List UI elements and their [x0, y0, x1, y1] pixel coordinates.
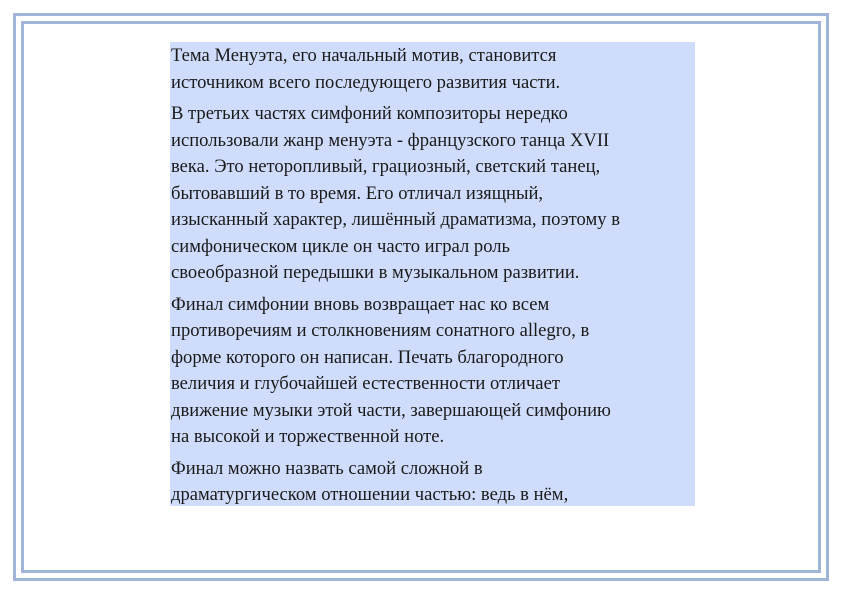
text-line: величия и глубочайшей естественности отличает — [171, 373, 560, 394]
text-line: на высокой и торжественной ноте. — [171, 426, 445, 447]
text-line: своеобразной передышки в музыкальном развитии. — [171, 262, 580, 283]
text-line: изысканный характер, лишённый драматизма, поэтому в — [171, 209, 620, 230]
paragraph-minuet-genre — [171, 101, 695, 287]
text-line: драматургическом отношении частью: ведь в нём, — [171, 484, 569, 505]
text-line: Финал симфонии вновь возвращает нас ко всем — [171, 293, 550, 315]
paragraph-finale — [171, 292, 695, 451]
text-line: Тема Менуэта, его начальный мотив, становится — [171, 45, 557, 66]
text-line: движение музыки этой части, завершающей симфонию — [171, 399, 611, 421]
text-line: В третьих частях симфоний композиторы нередко — [171, 103, 568, 124]
text-line: симфоническом цикле он часто играл роль — [171, 235, 510, 257]
text-line: века. Это неторопливый, грациозный, светский танец, — [171, 156, 601, 177]
text-line: Финал можно назвать самой сложной в — [171, 457, 483, 479]
paragraph-finale-complexity — [171, 456, 695, 509]
paragraph-minuet-theme — [171, 43, 695, 96]
text-line: использовали жанр менуэта - французского танца XVII — [171, 129, 610, 151]
text-box — [170, 42, 695, 506]
text-line: бытовавший в то время. Его отличал изящный, — [171, 182, 544, 204]
text-line: источником всего последующего развития части. — [171, 71, 561, 93]
text-line: форме которого он написан. Печать благородного — [171, 346, 564, 368]
text-line: противоречиям и столкновениям сонатного allegro, в — [171, 320, 590, 341]
